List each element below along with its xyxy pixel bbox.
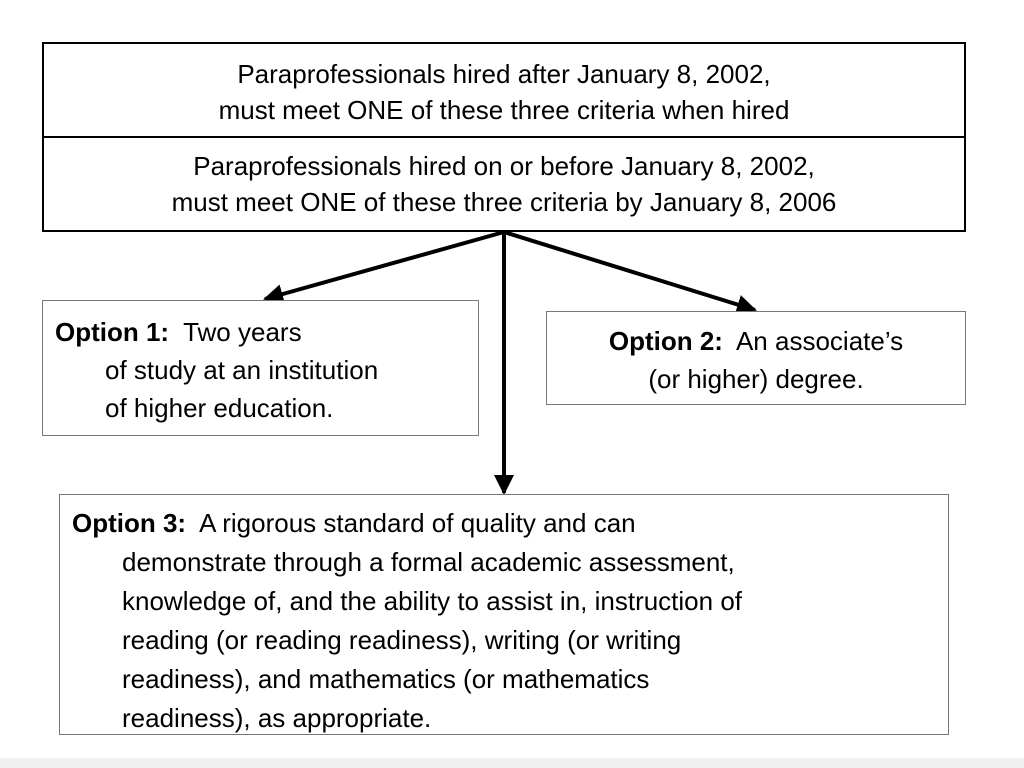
option-2-text-line-2: (or higher) degree.: [648, 364, 864, 394]
hired-before-line-2: must meet ONE of these three criteria by January 8, 2006: [171, 187, 837, 217]
option-1-text-line-2: of study at an institution: [105, 355, 379, 385]
option-3-label: Option 3:: [72, 508, 187, 538]
hired-after-line-2: must meet ONE of these three criteria when hired: [218, 95, 790, 125]
arrow-to-option-1: [265, 232, 504, 299]
option-3-text-line-3: knowledge of, and the ability to assist in, instruction of: [122, 586, 743, 616]
hired-after-line-1: Paraprofessionals hired after January 8, 2002,: [237, 59, 771, 89]
option-3-box: [59, 494, 949, 735]
option-3-text-line-6: readiness), as appropriate.: [122, 703, 432, 733]
option-1-box: [42, 300, 479, 436]
arrow-to-option-2: [504, 232, 755, 310]
option-3-text-line-5: readiness), and mathematics (or mathematics: [122, 664, 650, 694]
option-3-text-line-1: A rigorous standard of quality and can: [199, 508, 636, 538]
option-2-label: Option 2:: [608, 326, 723, 356]
option-2-text-line-1: An associate’s: [735, 326, 904, 356]
option-2-box: [546, 311, 966, 405]
option-3-text-line-4: reading (or reading readiness), writing (or writing: [122, 625, 682, 655]
option-1-text-line-1: Two years: [183, 317, 302, 347]
hired-before-line-1: Paraprofessionals hired on or before January 8, 2002,: [193, 151, 815, 181]
option-3-text-line-2: demonstrate through a formal academic assessment,: [122, 547, 735, 577]
option-1-text-line-3: of higher education.: [105, 393, 334, 423]
option-1-label: Option 1:: [55, 317, 170, 347]
